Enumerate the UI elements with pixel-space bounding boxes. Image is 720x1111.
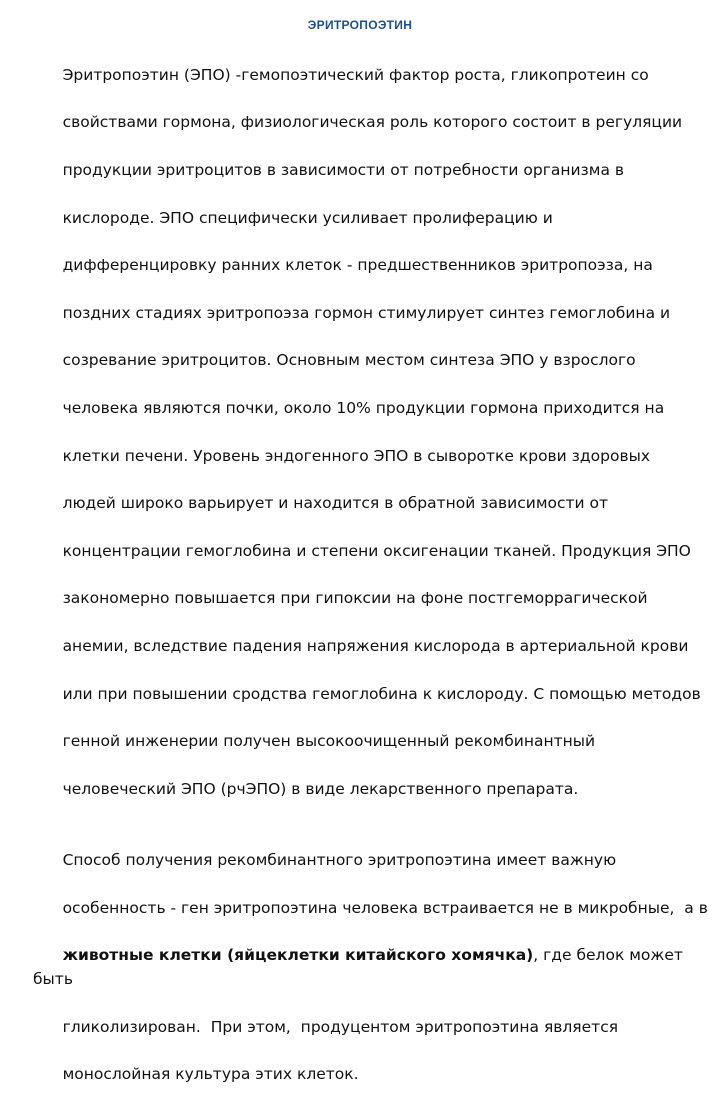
text-line: людей широко варьирует и находится в обратной зависимости от [62, 494, 609, 513]
paragraph-epo-description [33, 40, 713, 825]
emphasis-animal-cells: животные клетки (яйцеклетки китайского хомячка) [62, 946, 534, 965]
text-line: или при повышении сродства гемоглобина к кислороду. С помощью методов [62, 684, 701, 703]
text-line: закономерно повышается при гипоксии на фоне постгеморрагической [62, 589, 648, 608]
text-line: созревание эритроцитов. Основным местом синтеза ЭПО у взрослого [62, 351, 636, 370]
text-line: Способ получения рекомбинантного эритропоэтина имеет важную [62, 851, 617, 870]
text-line: анемии, вследствие падения напряжения кислорода в артериальной крови [62, 636, 689, 655]
body-text [33, 40, 713, 1111]
text-line: генной инженерии получен высокоочищенный рекомбинантный [62, 732, 596, 751]
text-line: , где белок может быть [33, 946, 688, 989]
text-line: монослойная культура этих клеток. [62, 1065, 359, 1084]
text-line: свойствами гормона, физиологическая роль которого состоит в регуляции [62, 113, 683, 132]
text-line: гликолизирован. При этом, продуцентом эритропоэтина является [62, 1017, 619, 1036]
slide-title: ЭРИТРОПОЭТИН [307, 18, 413, 32]
text-line: человека являются почки, около 10% продукции гормона приходится на [62, 398, 665, 417]
text-line: особенность - ген эритропоэтина человека встраивается не в микробные, а в [62, 898, 708, 917]
text-line: продукции эритроцитов в зависимости от потребности организма в [62, 160, 625, 179]
text-line: концентрации гемоглобина и степени оксигенации тканей. Продукция ЭПО [62, 541, 691, 560]
text-line: клетки печени. Уровень эндогенного ЭПО в сыворотке крови здоровых [62, 446, 650, 465]
text-line: кислороде. ЭПО специфически усиливает пролиферацию и [62, 208, 553, 227]
text-line: Эритропоэтин (ЭПО) -гемопоэтический фактор роста, гликопротеин со [62, 65, 649, 84]
paragraph-production-method [33, 825, 713, 1111]
text-line: дифференцировку ранних клеток - предшественников эритропоэза, на [62, 256, 653, 275]
text-line: человеческий ЭПО (рчЭПО) в виде лекарственного препарата. [62, 779, 579, 798]
text-line: поздних стадиях эритропоэза гормон стимулирует синтез гемоглобина и [62, 303, 671, 322]
